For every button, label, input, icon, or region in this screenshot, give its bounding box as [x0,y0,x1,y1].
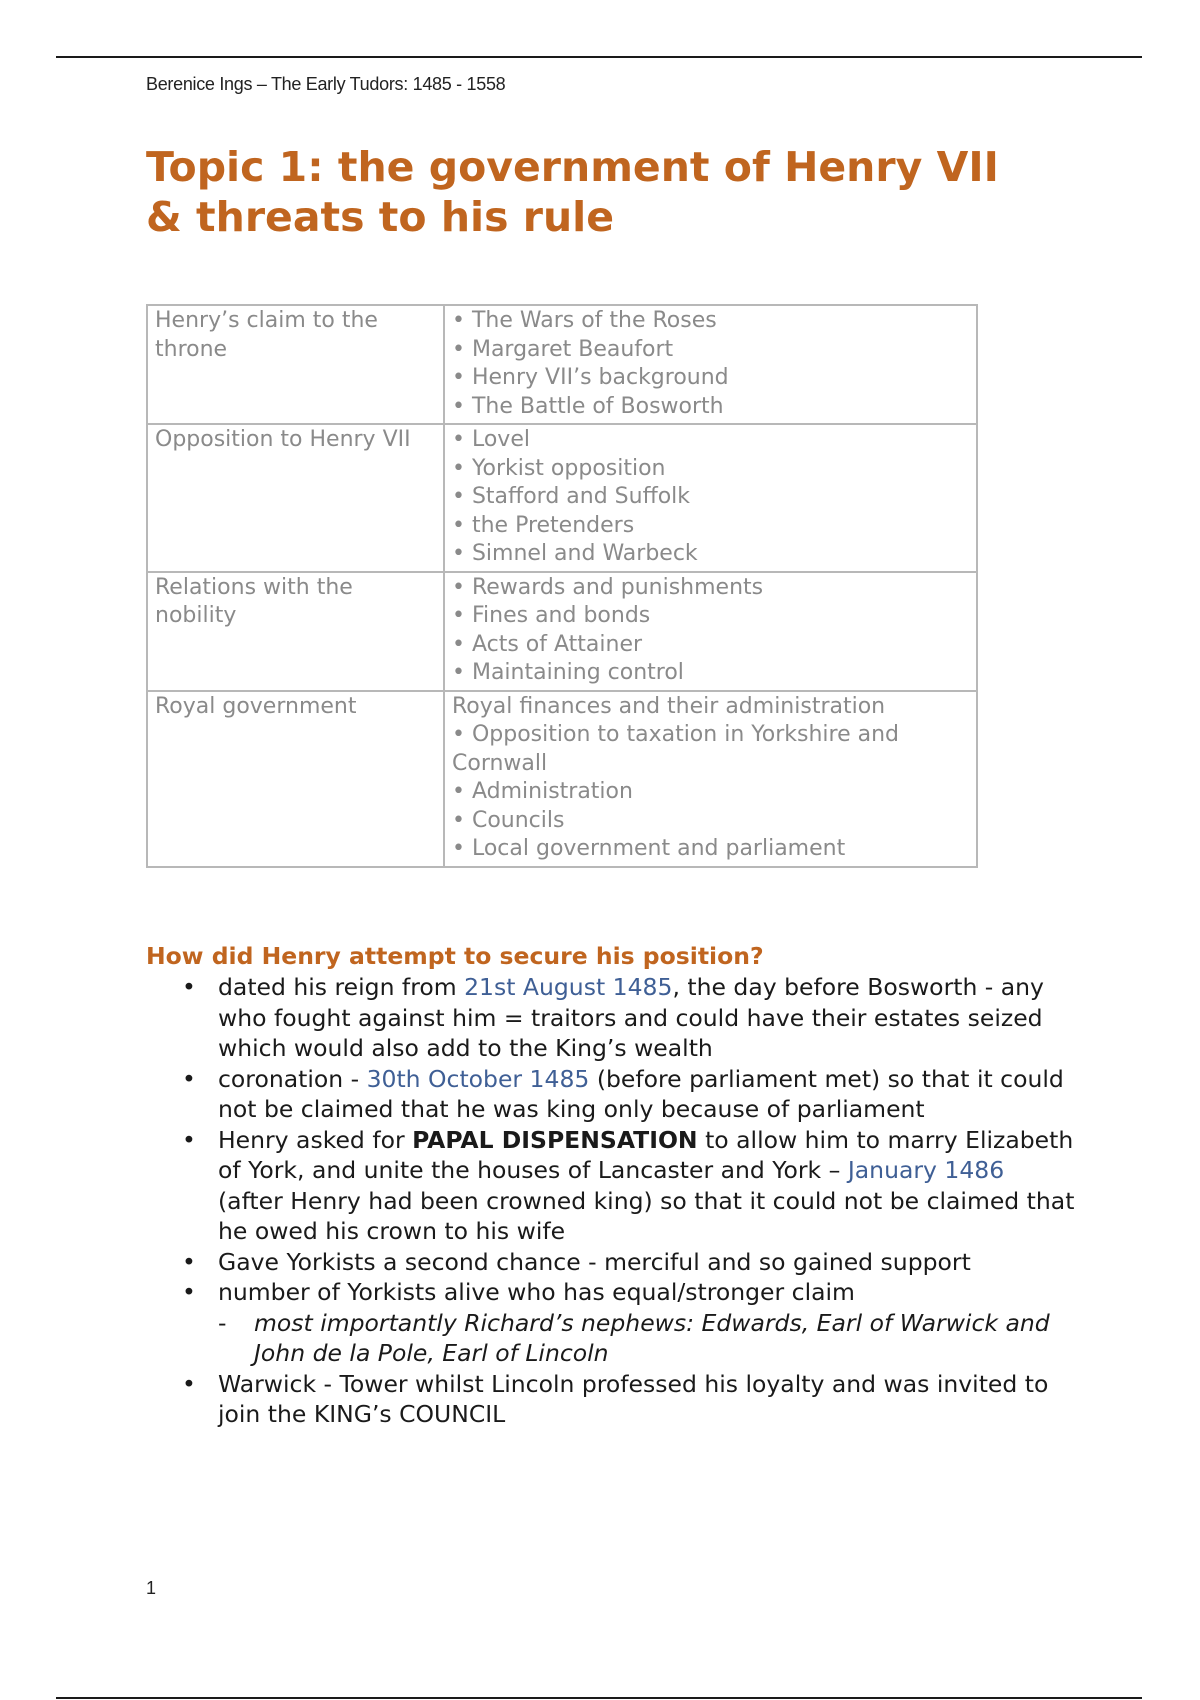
table-row [147,572,977,691]
list-item: • Warwick - Tower whilst Lincoln professed his loyalty and was invited to join the KING’s COUNCIL [182,1369,1049,1428]
list-item: • Gave Yorkists a second chance - merciful and so gained support [182,1247,971,1276]
items-cell: • Rewards and punishments • Fines and bonds • Acts of Attainer • Maintaining control [444,572,977,691]
bullet-icon: • [182,1278,196,1306]
topic-cell: Henry’s claim to the throne [147,305,444,424]
items-cell: • The Wars of the Roses • Margaret Beaufort • Henry VII’s background • The Battle of Bosworth [444,305,977,424]
bullet-list [146,972,1076,1430]
list-item: • coronation - 30th October 1485 (before parliament met) so that it could not be claimed that he was king only because of parliament [182,1064,1064,1123]
list-item: • Henry asked for PAPAL DISPENSATION to allow him to marry Elizabeth of York, and unite the houses of Lancaster and York – January 1486 (after Henry had been crowned king) so that it could not be claimed that he owed his crown to his wife [182,1125,1075,1245]
table-row [147,691,977,867]
bullet-icon: • [182,1064,196,1093]
items-cell: • Lovel • Yorkist opposition • Stafford and Suffolk • the Pretenders • Simnel and Warbeck [444,424,977,572]
sub-list-item: - most importantly Richard’s nephews: Edwards, Earl of Warwick and John de la Pole, Earl of Lincoln [218,1308,1050,1367]
bullet-icon: • [182,973,196,1001]
page-number: 1 [146,1578,157,1598]
footer-rule [56,1697,1142,1699]
bold-term: PAPAL DISPENSATION [412,1125,698,1154]
bullet-icon: • [182,1369,196,1398]
dash-icon: - [218,1308,227,1337]
date-highlight: 30th October 1485 [366,1064,590,1093]
page-title [146,142,1106,242]
running-header: Berenice Ings – The Early Tudors: 1485 - 1558 [146,74,506,94]
title-line-1: Topic 1: the government of Henry VII [146,143,999,191]
section-heading: How did Henry attempt to secure his position? [146,942,764,970]
topic-cell: Relations with the nobility [147,572,444,691]
date-highlight: 21st August 1485 [464,973,673,1001]
title-line-2: & threats to his rule [146,193,615,241]
list-item: • number of Yorkists alive who has equal/stronger claim - most importantly Richard’s nephews: Edwards, Earl of Warwick and John de la Pole, Earl of Lincoln [146,1277,1076,1369]
header-rule [56,56,1142,58]
table-row [147,305,977,424]
items-cell: Royal finances and their administration • Opposition to taxation in Yorkshire and Cornwall • Administration • Councils • Local government and parliament [444,691,977,867]
topics-table [146,304,978,868]
date-highlight: January 1486 [847,1156,1005,1184]
topic-cell: Opposition to Henry VII [147,424,444,572]
topic-cell: Royal government [147,691,444,867]
bullet-icon: • [182,1125,196,1154]
bullet-icon: • [182,1247,196,1276]
table-row [147,424,977,572]
list-item: • dated his reign from 21st August 1485, the day before Bosworth - any who fought against him = traitors and could have their estates seized which would also add to the King’s wealth [182,973,1044,1062]
